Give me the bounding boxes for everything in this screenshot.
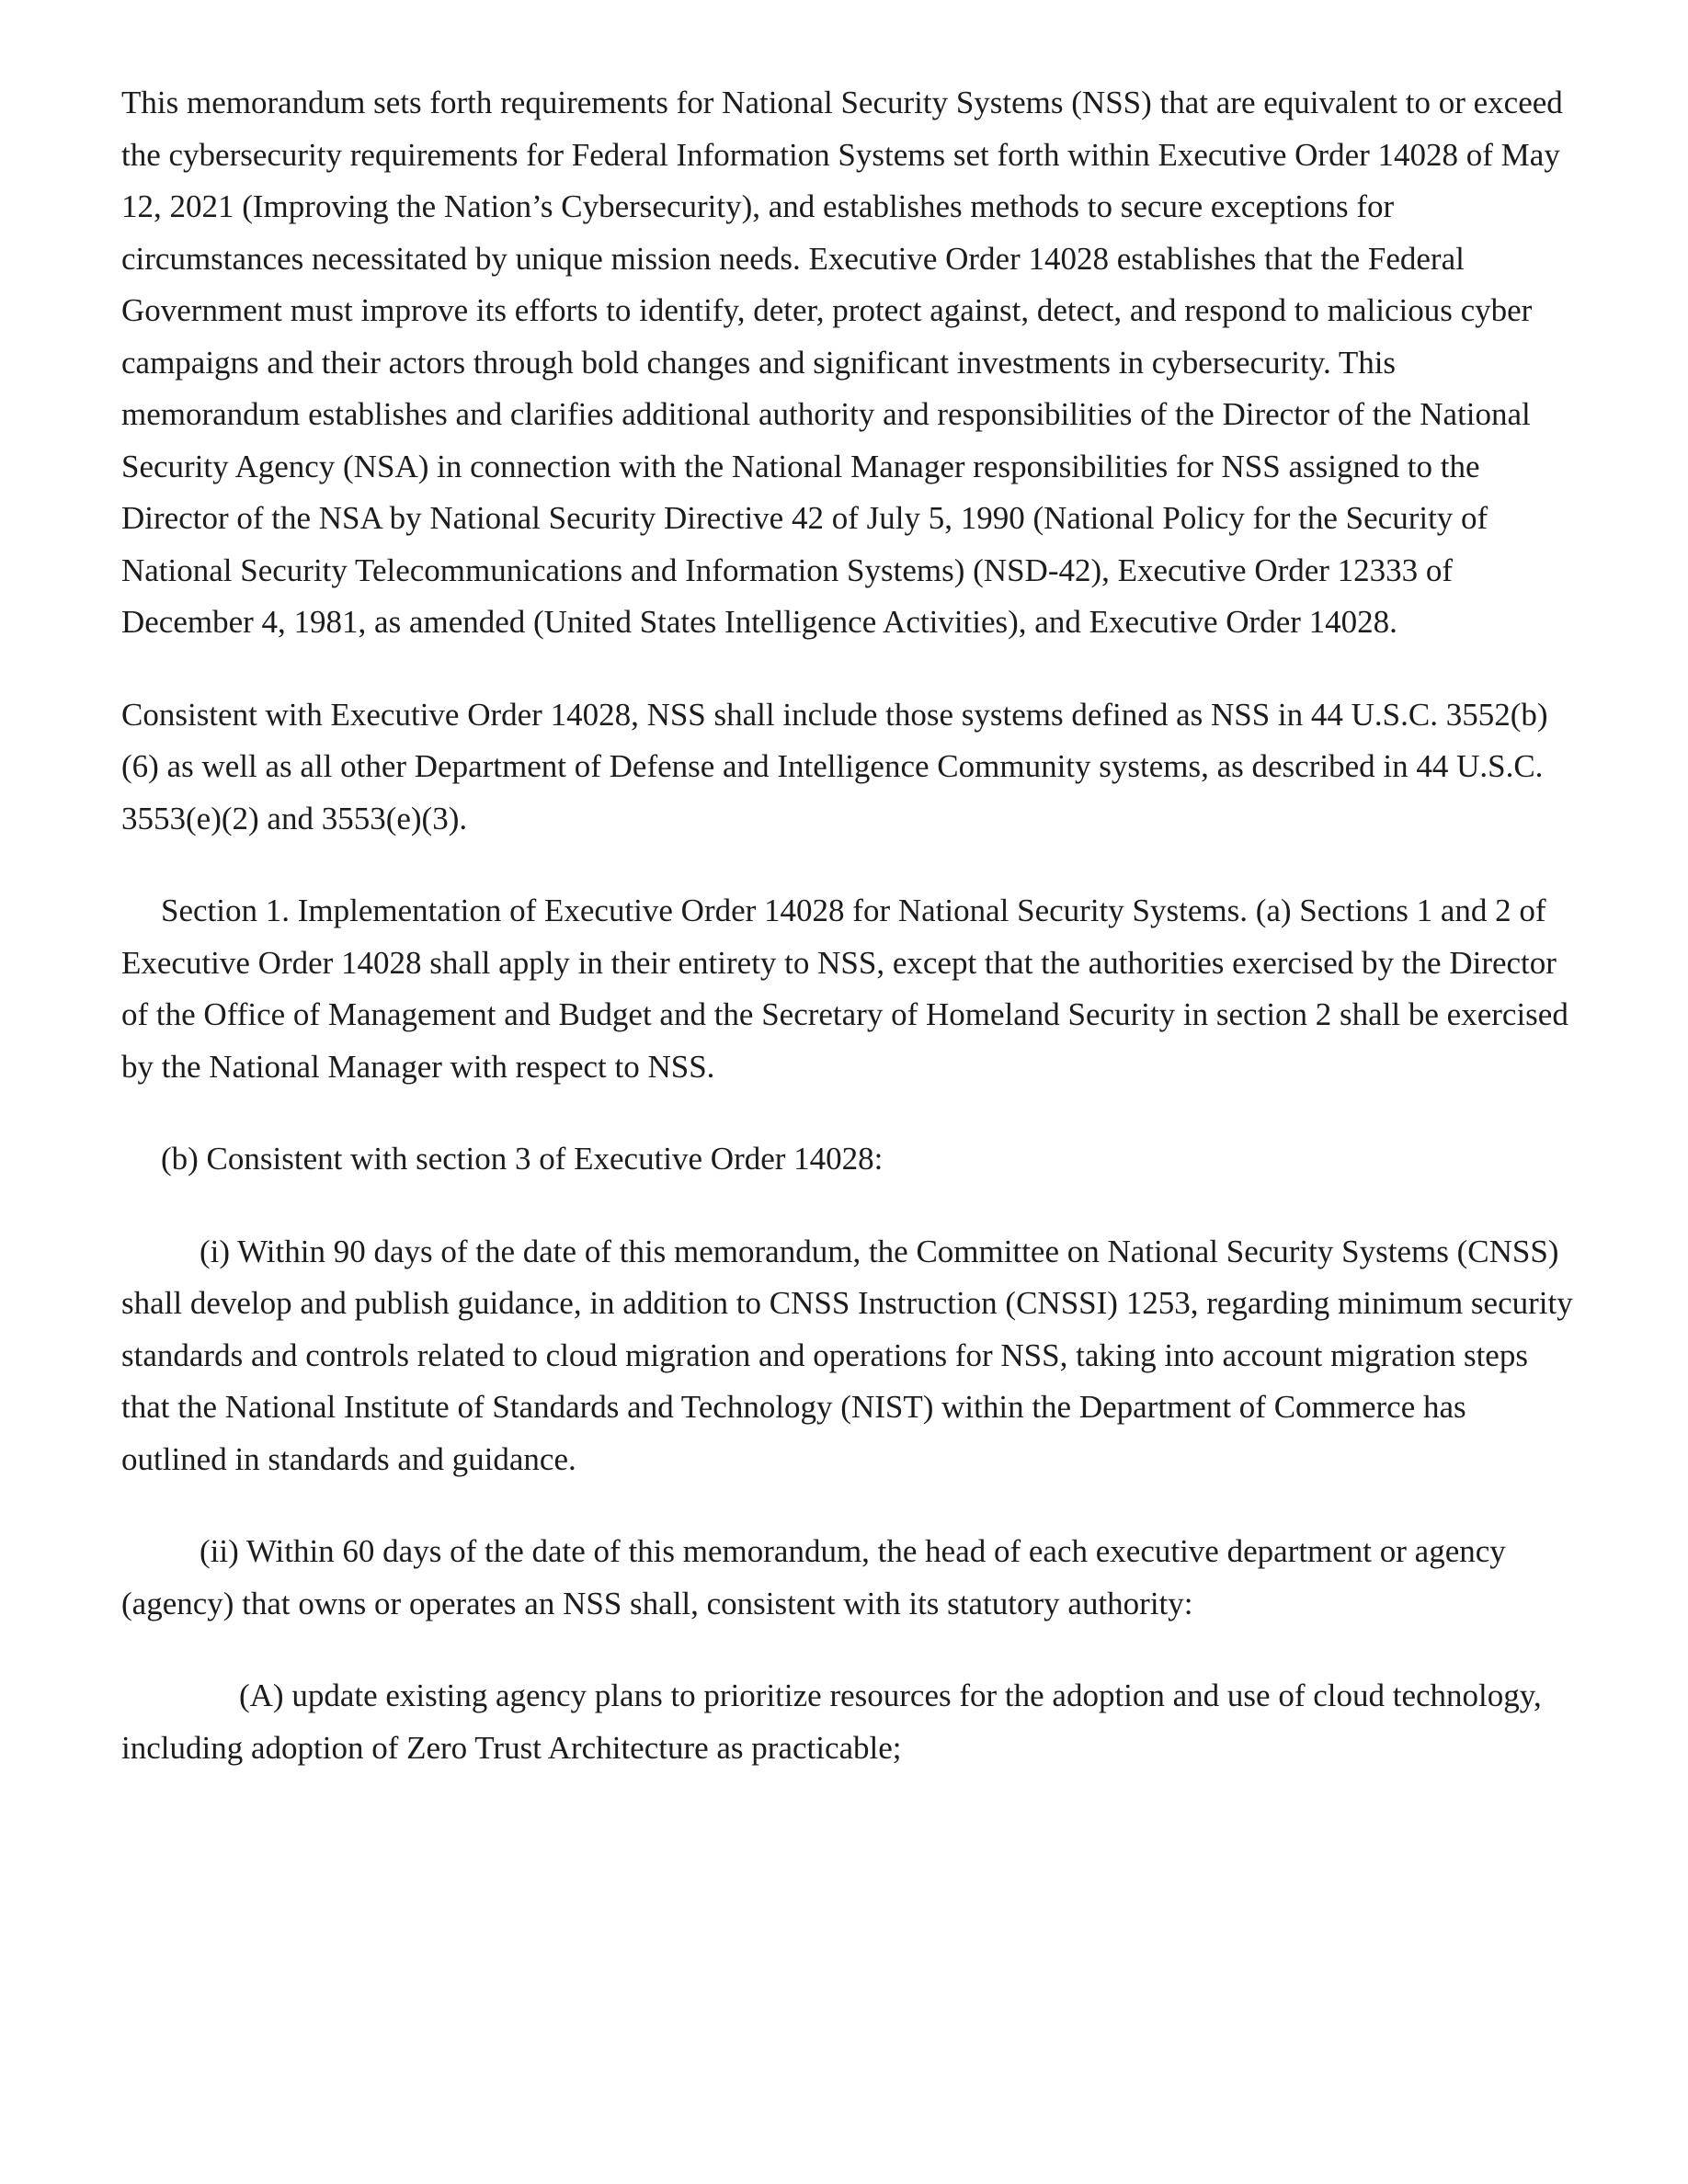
- intro-paragraph: This memorandum sets forth requirements for National Security Systems (NSS) that are equivalent to or exceed the cybersecurity requirements for Federal Information Systems set forth within Executive Order 14028 of May 12, 2021 (Improving the Nation’s Cybersecurity), and establishes methods to secure exceptions for circumstances necessitated by unique mission needs. Executive Order 14028 establishes that the Federal Government must improve its efforts to identify, deter, protect against, detect, and respond to malicious cyber campaigns and their actors through bold changes and significant investments in cybersecurity. This memorandum establishes and clarifies additional authority and responsibilities of the Director of the National Security Agency (NSA) in connection with the National Manager responsibilities for NSS assigned to the Director of the NSA by National Security Directive 42 of July 5, 1990 (National Policy for the Security of National Security Telecommunications and Information Systems) (NSD-42), Executive Order 12333 of December 4, 1981, as amended (United States Intelligence Activities), and Executive Order 14028.: [121, 85, 1563, 640]
- item-ii-paragraph: (ii) Within 60 days of the date of this memorandum, the head of each executive department or agency (agency) that owns or operates an NSS shall, consistent with its statutory authority:: [121, 1533, 1506, 1621]
- item-i-paragraph: (i) Within 90 days of the date of this memorandum, the Committee on National Security Systems (CNSS) shall develop and publish guidance, in addition to CNSS Instruction (CNSSI) 1253, regarding minimum security standards and controls related to cloud migration and operations for NSS, taking into account migration steps that the National Institute of Standards and Technology (NIST) within the Department of Commerce has outlined in standards and guidance.: [121, 1233, 1573, 1477]
- item-A-paragraph: (A) update existing agency plans to prioritize resources for the adoption and use of cloud technology, including adoption of Zero Trust Architecture as practicable;: [121, 1678, 1542, 1766]
- memorandum-body: [121, 77, 1574, 1814]
- section-1-paragraph: Section 1. Implementation of Executive Order 14028 for National Security Systems. (a) Sections 1 and 2 of Executive Order 14028 shall apply in their entirety to NSS, except that the authorities exercised by the Director of the Office of Management and Budget and the Secretary of Homeland Security in section 2 shall be exercised by the National Manager with respect to NSS.: [121, 893, 1568, 1085]
- nss-definition-paragraph: Consistent with Executive Order 14028, NSS shall include those systems defined as NSS in 44 U.S.C. 3552(b)(6) as well as all other Department of Defense and Intelligence Community systems, as described in 44 U.S.C. 3553(e)(2) and 3553(e)(3).: [121, 696, 1548, 836]
- subsection-b-paragraph: (b) Consistent with section 3 of Executive Order 14028:: [161, 1141, 884, 1177]
